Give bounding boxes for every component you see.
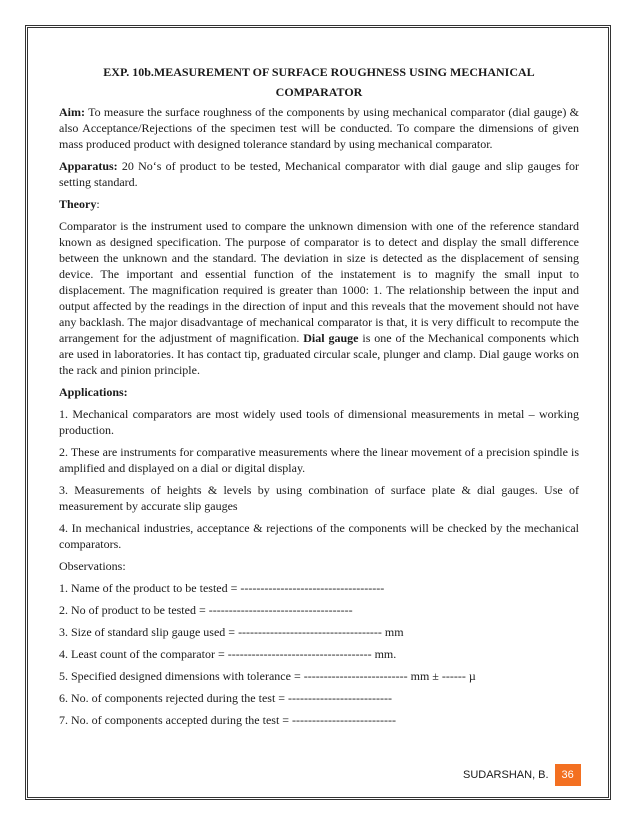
aim-label: Aim: <box>59 105 85 119</box>
theory-heading <box>59 196 579 212</box>
observations-heading: Observations: <box>59 559 126 573</box>
theory-bold-term: Dial gauge <box>303 331 359 345</box>
observation-item-6: 6. No. of components rejected during the test = -------------------------- <box>59 691 392 705</box>
application-item-1: 1. Mechanical comparators are most widely used tools of dimensional measurements in metal – working production. <box>59 407 579 437</box>
document-title <box>59 64 579 100</box>
document-body <box>59 64 579 734</box>
aim-paragraph <box>59 104 579 152</box>
aim-text: To measure the surface roughness of the components by using mechanical comparator (dial gauge) & also Acceptance/Rejections of the specimen test will be conducted. To compare the dimensions of given mass produced product with designed tolerance standard by using mechanical comparator. <box>59 105 579 151</box>
title-line-1: EXP. 10b.MEASUREMENT OF SURFACE ROUGHNESS USING MECHANICAL <box>103 65 535 79</box>
observation-item-4: 4. Least count of the comparator = ------------------------------------ mm. <box>59 647 397 661</box>
theory-colon: : <box>96 197 100 211</box>
observation-item-7: 7. No. of components accepted during the test = -------------------------- <box>59 713 396 727</box>
observation-item-2: 2. No of product to be tested = ------------------------------------ <box>59 603 353 617</box>
application-item-2: 2. These are instruments for comparative measurements where the linear movement of a precision spindle is amplified and displayed on a dial or digital display. <box>59 445 579 475</box>
observation-item-3: 3. Size of standard slip gauge used = ------------------------------------ mm <box>59 625 404 639</box>
theory-paragraph <box>59 218 579 378</box>
application-item-4: 4. In mechanical industries, acceptance & rejections of the components will be checked by the mechanical comparators. <box>59 521 579 551</box>
title-line-2: COMPARATOR <box>275 85 363 99</box>
observation-item-5: 5. Specified designed dimensions with tolerance = -------------------------- mm ± ------ µ <box>59 669 476 683</box>
apparatus-text: 20 No‘s of product to be tested, Mechanical comparator with dial gauge and slip gauges for setting standard. <box>59 159 579 189</box>
footer-author: SUDARSHAN, B. <box>463 769 549 781</box>
apparatus-label: Apparatus: <box>59 159 118 173</box>
observation-item-1: 1. Name of the product to be tested = ------------------------------------ <box>59 581 385 595</box>
page-number-badge: 36 <box>555 764 581 786</box>
apparatus-paragraph <box>59 158 579 190</box>
page-footer <box>463 764 581 786</box>
theory-text-1: Comparator is the instrument used to compare the unknown dimension with one of the reference standard known as designed specification. The purpose of comparator is to detect and display the small difference between the unknown and the standard. The deviation in size is detected as the displacement of sensing device. The important and essential function of the instatement is to magnify the small input to displacement. The magnification required is greater than 1000: 1. The relationship between the input and output affected by the readings in the direction of input and this reveals that the movement should not have any backlash. The major disadvantage of mechanical comparator is that, it is very difficult to recompute the arrangement for the adjustment of magnification. <box>59 219 579 345</box>
applications-heading: Applications: <box>59 385 128 399</box>
theory-text-2: is one of the Mechanical components which are used in laboratories. It has contact tip, graduated circular scale, plunger and clamp. Dial gauge works on the rack and pinion principle. <box>59 331 579 377</box>
application-item-3: 3. Measurements of heights & levels by using combination of surface plate & dial gauges. Use of measurement by accurate slip gauges <box>59 483 579 513</box>
theory-label: Theory <box>59 197 97 211</box>
